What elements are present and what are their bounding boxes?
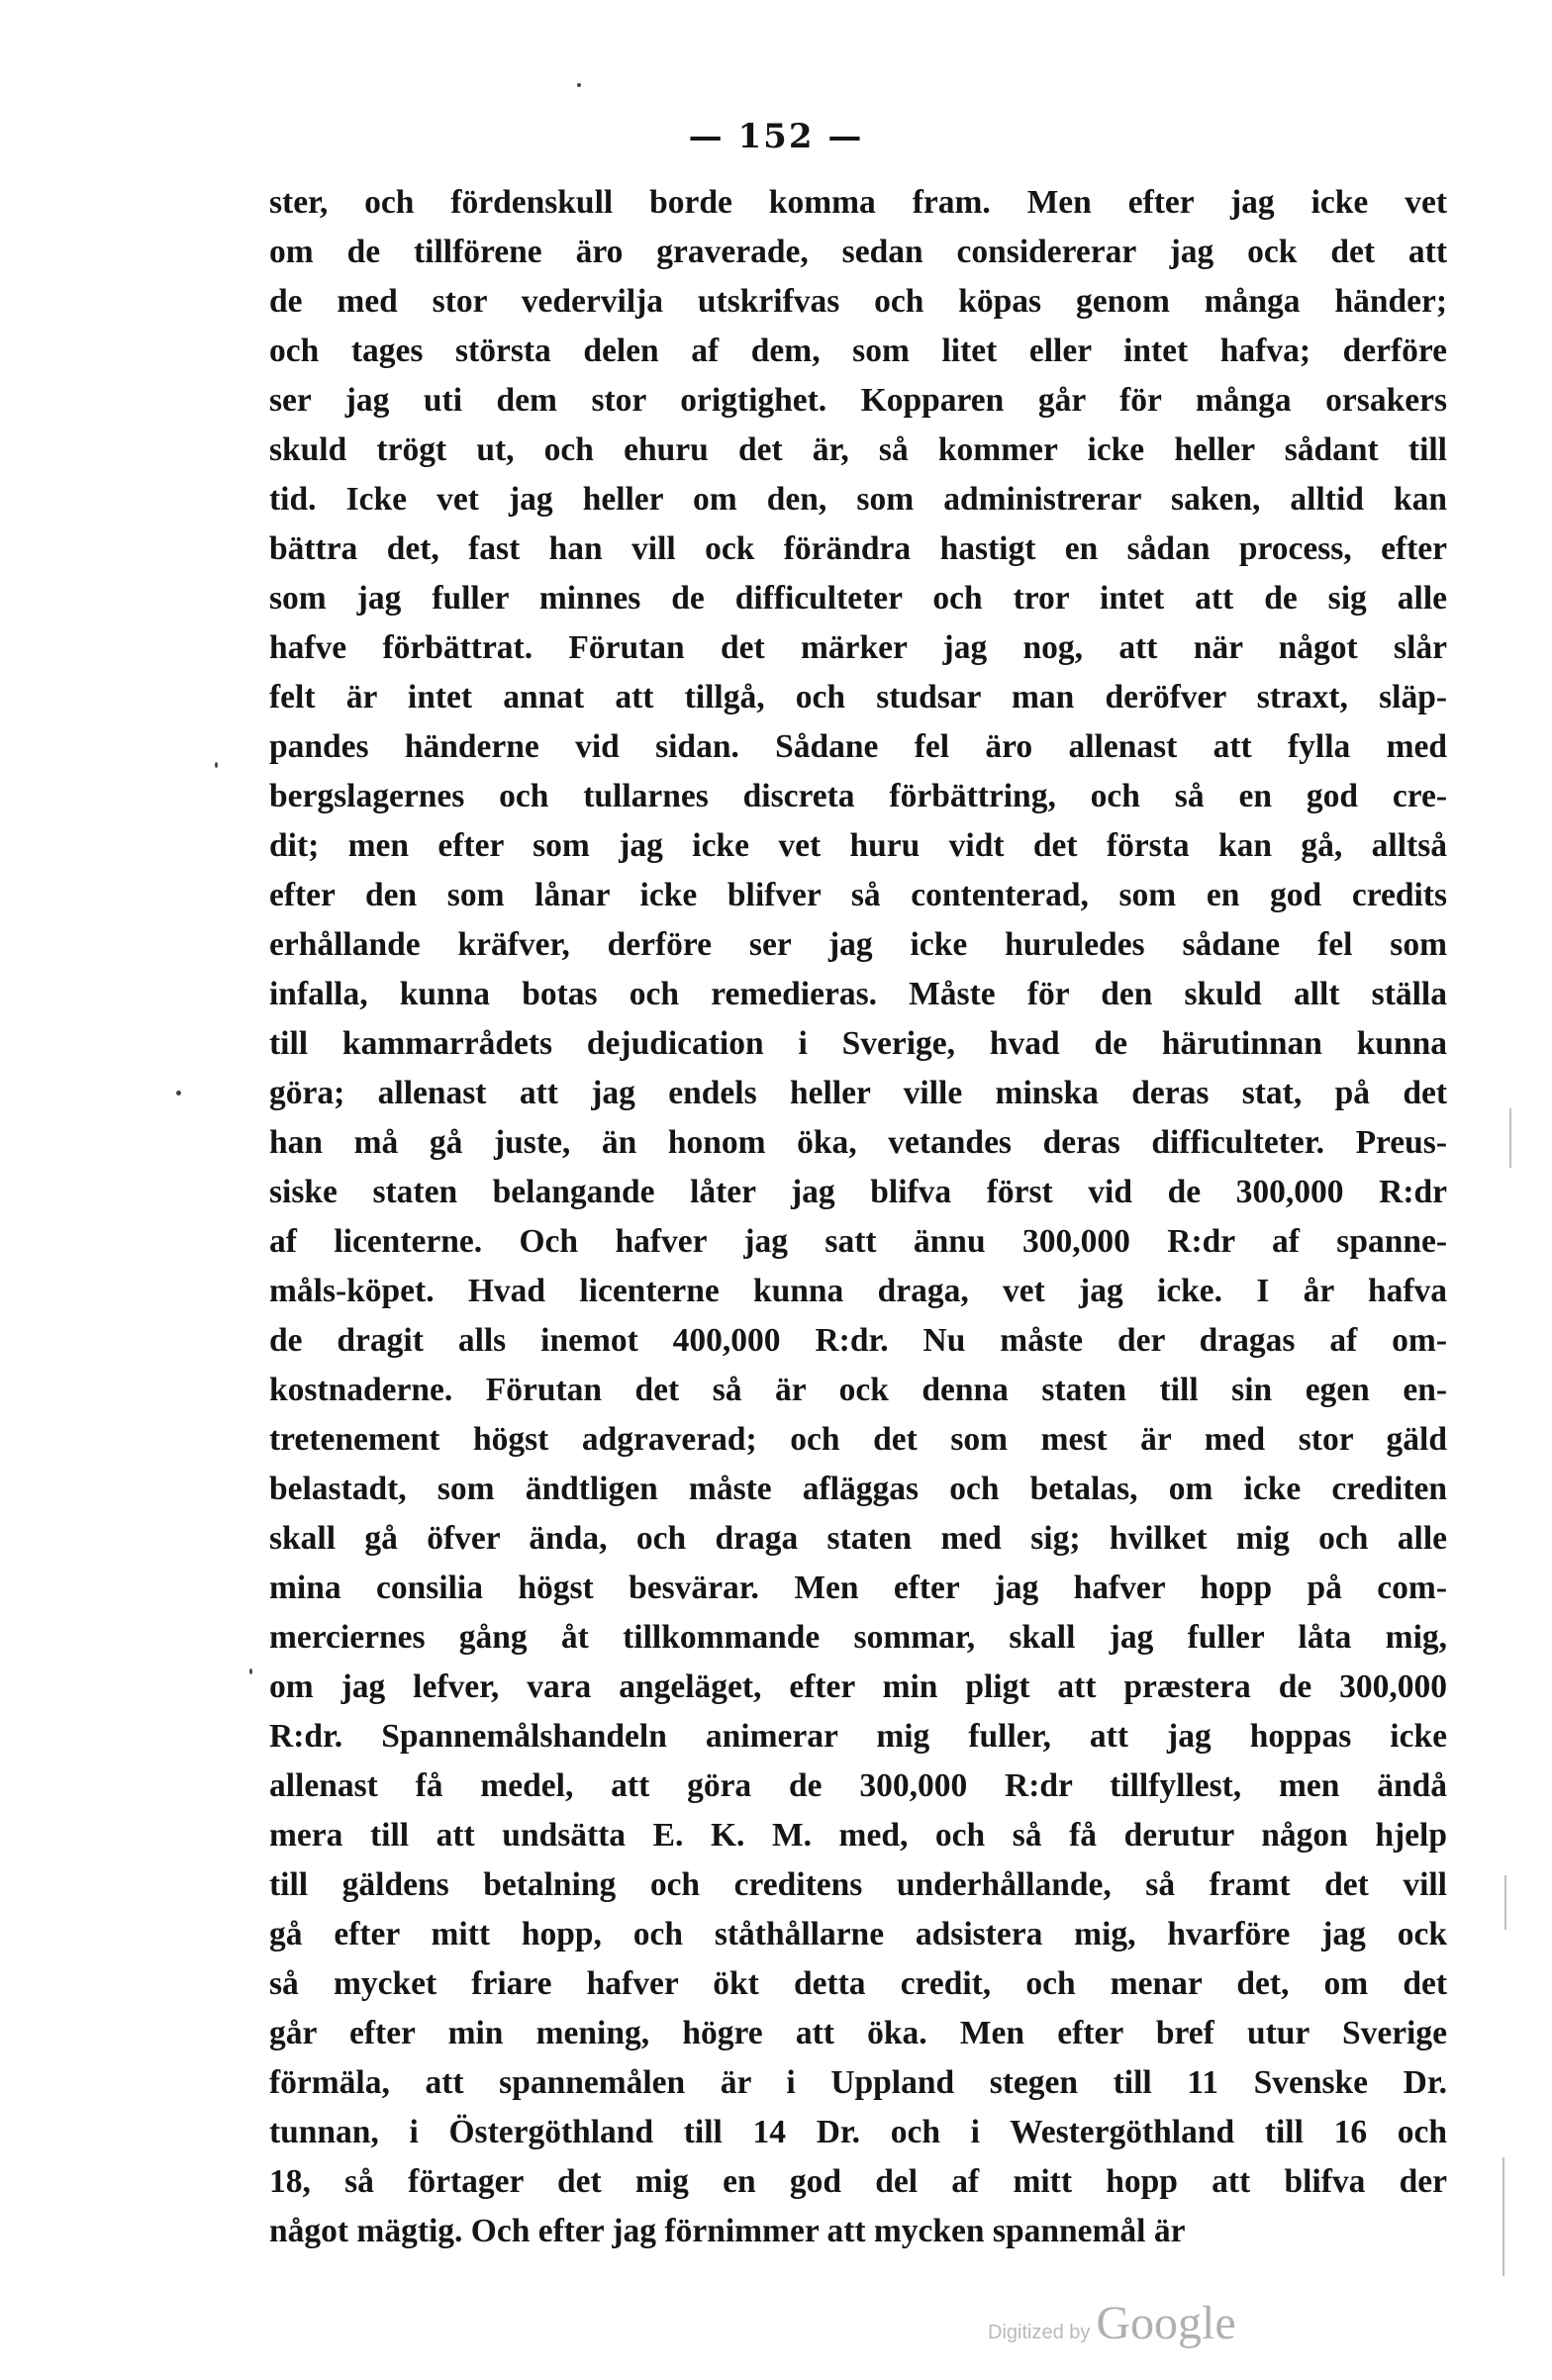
text-line: belastadt, som ändtligen måste afläggas och betalas, om icke crediten	[269, 1471, 1447, 1507]
text-line: felt är intet annat att tillgå, och studsar man deröfver straxt, släp-	[269, 679, 1447, 715]
margin-speck	[215, 762, 218, 768]
text-line: mina consilia högst besvärar. Men efter jag hafver hopp på com-	[269, 1570, 1447, 1606]
text-line: till kammarrådets dejudication i Sverige, hvad de härutinnan kunna	[269, 1025, 1447, 1062]
text-line: skall gå öfver ända, och draga staten med sig; hvilket mig och alle	[269, 1520, 1447, 1557]
text-line: han må gå juste, än honom öka, vetandes deras difficulteter. Preus-	[269, 1124, 1447, 1161]
text-line: förmäla, att spannemålen är i Uppland stegen till 11 Svenske Dr.	[269, 2064, 1447, 2101]
text-line: skuld trögt ut, och ehuru det är, så kommer icke heller sådant till	[269, 431, 1447, 468]
text-line: måls-köpet. Hvad licenterne kunna draga, vet jag icke. I år hafva	[269, 1273, 1447, 1309]
text-line: de med stor vedervilja utskrifvas och köpas genom många händer;	[269, 283, 1447, 320]
text-line: till gäldens betalning och creditens underhållande, så framt det vill	[269, 1866, 1447, 1903]
text-line: som jag fuller minnes de difficulteter och tror intet att de sig alle	[269, 580, 1447, 617]
text-line: något mägtig. Och efter jag förnimmer att mycken spannemål är	[269, 2213, 1186, 2249]
text-line: tretenement högst adgraverad; och det som mest är med stor gäld	[269, 1421, 1447, 1458]
text-line: infalla, kunna botas och remedieras. Måste för den skuld allt ställa	[269, 976, 1447, 1012]
text-line: går efter min mening, högre att öka. Men efter bref utur Sverige	[269, 2015, 1447, 2051]
text-line: ser jag uti dem stor origtighet. Kopparen går för många orsakers	[269, 382, 1447, 419]
text-line: pandes händerne vid sidan. Sådane fel äro allenast att fylla med	[269, 728, 1447, 765]
text-line: de dragit alls inemot 400,000 R:dr. Nu måste der dragas af om-	[269, 1322, 1447, 1359]
margin-rule	[1504, 1875, 1506, 1930]
margin-rule	[1503, 2157, 1504, 2276]
watermark-brand: Google	[1096, 2297, 1236, 2349]
watermark-prefix: Digitized by	[988, 2322, 1091, 2343]
text-line: af licenterne. Och hafver jag satt ännu 300,000 R:dr af spanne-	[269, 1223, 1447, 1260]
text-line: bergslagernes och tullarnes discreta förbättring, och så en god cre-	[269, 778, 1447, 814]
text-line: om de tillförene äro graverade, sedan considererar jag ock det att	[269, 234, 1447, 270]
margin-rule	[1509, 1108, 1511, 1168]
text-line: så mycket friare hafver ökt detta credit, och menar det, om det	[269, 1965, 1447, 2002]
text-line: tid. Icke vet jag heller om den, som administrerar saken, alltid kan	[269, 481, 1447, 518]
text-line: 18, så förtager det mig en god del af mitt hopp att blifva der	[269, 2163, 1447, 2200]
text-line: göra; allenast att jag endels heller ville minska deras stat, på det	[269, 1075, 1447, 1111]
margin-speck	[577, 83, 581, 87]
text-line: mera till att undsätta E. K. M. med, och så få derutur någon hjelp	[269, 1817, 1447, 1854]
text-line: allenast få medel, att göra de 300,000 R:dr tillfyllest, men ändå	[269, 1767, 1447, 1804]
text-line: tunnan, i Östergöthland till 14 Dr. och i Westergöthland till 16 och	[269, 2114, 1447, 2150]
page-number: — 152 —	[688, 117, 864, 156]
text-line: dit; men efter som jag icke vet huru vidt det första kan gå, alltså	[269, 827, 1447, 864]
text-line: hafve förbättrat. Förutan det märker jag nog, att när något slår	[269, 629, 1447, 666]
margin-speck	[249, 1668, 252, 1674]
text-line: gå efter mitt hopp, och ståthållarne adsistera mig, hvarföre jag ock	[269, 1916, 1447, 1952]
text-line: siske staten belangande låter jag blifva först vid de 300,000 R:dr	[269, 1174, 1447, 1210]
text-line: merciernes gång åt tillkommande sommar, skall jag fuller låta mig,	[269, 1619, 1447, 1656]
text-line: R:dr. Spannemålshandeln animerar mig fuller, att jag hoppas icke	[269, 1718, 1447, 1755]
text-line: ster, och fördenskull borde komma fram. Men efter jag icke vet	[269, 184, 1447, 221]
digitized-watermark	[988, 2296, 1236, 2355]
text-line: om jag lefver, vara angeläget, efter min pligt att præstera de 300,000	[269, 1668, 1447, 1705]
margin-speck	[176, 1091, 181, 1095]
body-text	[269, 178, 1447, 2256]
text-line: bättra det, fast han vill ock förändra hastigt en sådan process, efter	[269, 530, 1447, 567]
text-line: efter den som lånar icke blifver så contenterad, som en god credits	[269, 877, 1447, 913]
text-line: erhållande kräfver, derföre ser jag icke huruledes sådane fel som	[269, 926, 1447, 963]
text-line: och tages största delen af dem, som litet eller intet hafva; derföre	[269, 333, 1447, 369]
text-line: kostnaderne. Förutan det så är ock denna staten till sin egen en-	[269, 1372, 1447, 1408]
